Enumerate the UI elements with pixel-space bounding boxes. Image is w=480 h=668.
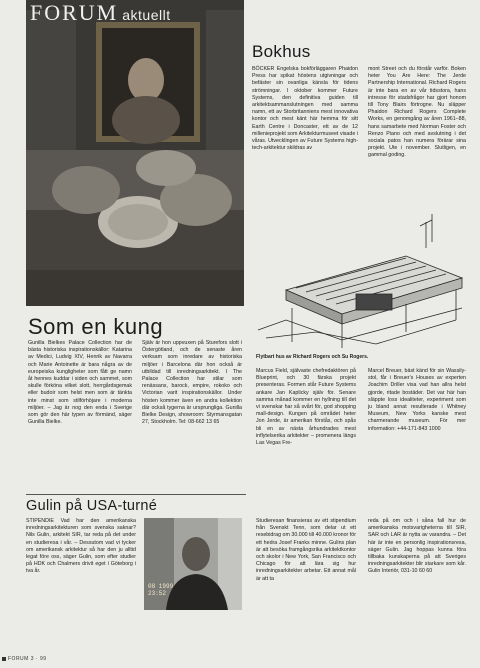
masthead-title: FORUM — [30, 0, 119, 25]
bokhus-heading: Bokhus — [252, 42, 311, 61]
gulin-column-2 — [256, 518, 356, 583]
bokhus-text-1: BÖCKER Engelska bokförläggaren Phaidon Press har spikat höstens utgivningar och befäster sin ovanliga känsla för tidens strömningar. I oktober kommer Future Systems, den definitiva guiden till arkitektsammanslutningen med samma namn, ett av Storbritanniens mest innovativa kontor och mest känt här hemma för sitt Earth Centre i Doncaster, ett av de 12 millenieprojekt som Arkitekturmuseet visade i våras. Utvecklingen av Future Systems high-tech-arkitektur skildras av — [252, 66, 358, 152]
bokhus-text-4: Marcel Breuer, bäst känd för sin Wassily-stol, får i Breuer's Houses av experten Joachim Driller visa vad han allra helst gjorde, ritade bostäder. Det var här han släppte loss idealiteter, experiment som ju bland annat resulterade i Whitney Museum, New Yorks kanske mest charmerande museum. För mer information: +44-171-843 1000 — [368, 368, 466, 432]
floating-house-sketch — [256, 212, 468, 350]
page-footer — [2, 656, 47, 662]
footer-marker — [2, 657, 6, 661]
kung-heading: Som en kung — [28, 314, 164, 339]
kung-column-1 — [28, 340, 132, 426]
footer-text: FORUM 3 · 99 — [8, 656, 47, 662]
palace-interior-photo — [26, 0, 244, 306]
gulin-column-3 — [368, 518, 466, 576]
gulin-text-2: Studieresan finansieras av ett stipendium från Svenskt Tenn, som delar ut ett resebidrag om 30.000 till 40.000 kronor för ett hedra Josef Franks minne. Gulins plan är att besöka framgångsrika arkitektkontor och skolor i New York, San Francisco och Chicago för att lära sig hur inredningsarkitekter arbetar. Ett annat mål är att ta — [256, 518, 356, 582]
bokhus-text-2: mont Street och du förstår varför. Boken heter You Are Here: The Jerde Partnership International. Richard Rogers är inte bara en av vår tidsstora, hans intresse för stadsfrågor har gjort honom till Tony Blairs förtrogne. Nu släpper Phaidon Richard Rogers Complete Works, en genomgång av åren 1961–88, hans samarbete med Norman Foster och Renzo Piano och med avslutning i det sociala patos han numera förärar sina projekt. Ute i november. Slutligen, en gammal goding. — [368, 66, 466, 159]
bokhus-column-1 — [252, 66, 358, 152]
bokhus-column-4 — [368, 368, 466, 433]
kung-text-2: Själv är hon uppvuxen på Sturefors slott i Östergötland, och de senaste åren verksam som inredare av historiska miljöer i Barcelona där hon också är utbildad till inredningsarkitekt. I The Palace Collection har stilar som renässans, barock, empire, rokoko och Victorian varit inspirationskällor. Under hösten kommer även en andra kollektion där också tygerna är ursprungliga. Gunilla Bielke Design, showroom: Styrmansgatan 27, Stockholm. Tel: 08-662 13 65 — [142, 340, 242, 426]
stamp-line-2: 23:52 — [148, 589, 167, 597]
bokhus-column-3 — [256, 368, 356, 447]
photo-date-stamp — [148, 584, 173, 597]
gulin-text-1: STIPENDIE Vad har den amerikanska inredningsarkitekturen som svenska saknar? Nils Gulin, arkitekt SIR, tar reda på det under en studieresa i vår. – Dessutom vad vi tycker om amerikansk arkitektur så har den ju alltid legat före oss, säger Gulin, som efter studier på HDK och Chalmers drivit eget i Göteborg i tva år. — [26, 518, 136, 575]
gulin-heading: Gulin på USA-turné — [26, 498, 158, 514]
gulin-portrait-photo — [144, 518, 242, 610]
section-divider — [26, 494, 246, 495]
gulin-text-3: reda på om och i såna fall hur de amerikanska motsvarigheterna till SIR, SAR och LAR är nytta av varandra. – Det här är inte en personlig inspirationsresa, säger Gulin. Jag hoppas kunna föra tillbaka kunskaperna på att Sveriges inredningsarkitekter blir starkare som kår. Gulin Interiör, 031-10 60 60 — [368, 518, 466, 575]
sketch-caption: Flytbart hus av Richard Rogers och Su Rogers. — [256, 354, 369, 360]
bokhus-column-2 — [368, 66, 466, 160]
stamp-line-1: 08 1999 — [148, 583, 174, 590]
gulin-column-1 — [26, 518, 136, 576]
masthead-section: aktuellt — [122, 7, 171, 23]
masthead — [30, 0, 171, 26]
kung-text-1: Gunilla Bielkes Palace Collection har de bästa historiska inspirationskällor: Katarina av Medici, Ludvig XIV, Henrik av Navarra och Marie Antoinette är bara några av de europeiska kungligheter som fått ge namn åt hennes kuddar i siden och sammet, som skulle förköna vilket slott, herrgårdsgemak eller budoir som helst men som är tänkta inte minst som stilförhöjare i moderna miljöer. – Jag är nog den enda i Sverige som gör den här typen av förmänd, säger Gunilla Bielke. — [28, 340, 132, 426]
kung-column-2 — [142, 340, 242, 426]
bokhus-text-3: Marcus Field, självaste chefredaktören på Blueprint, och 30 färska projekt presenteras. Formen står Future Systems ankare Jan Kaplicky själv för. Senare samma månad kommer en hyllning till det vi svenskar har så svårt för, god shopping mall-design. Kungen på området heter Jon Jerde, är amerikan förstås, och spås bli en av nästa århundrades mest inflytelserika arkitekter – promenera längs Las Vegas Fre- — [256, 368, 356, 447]
